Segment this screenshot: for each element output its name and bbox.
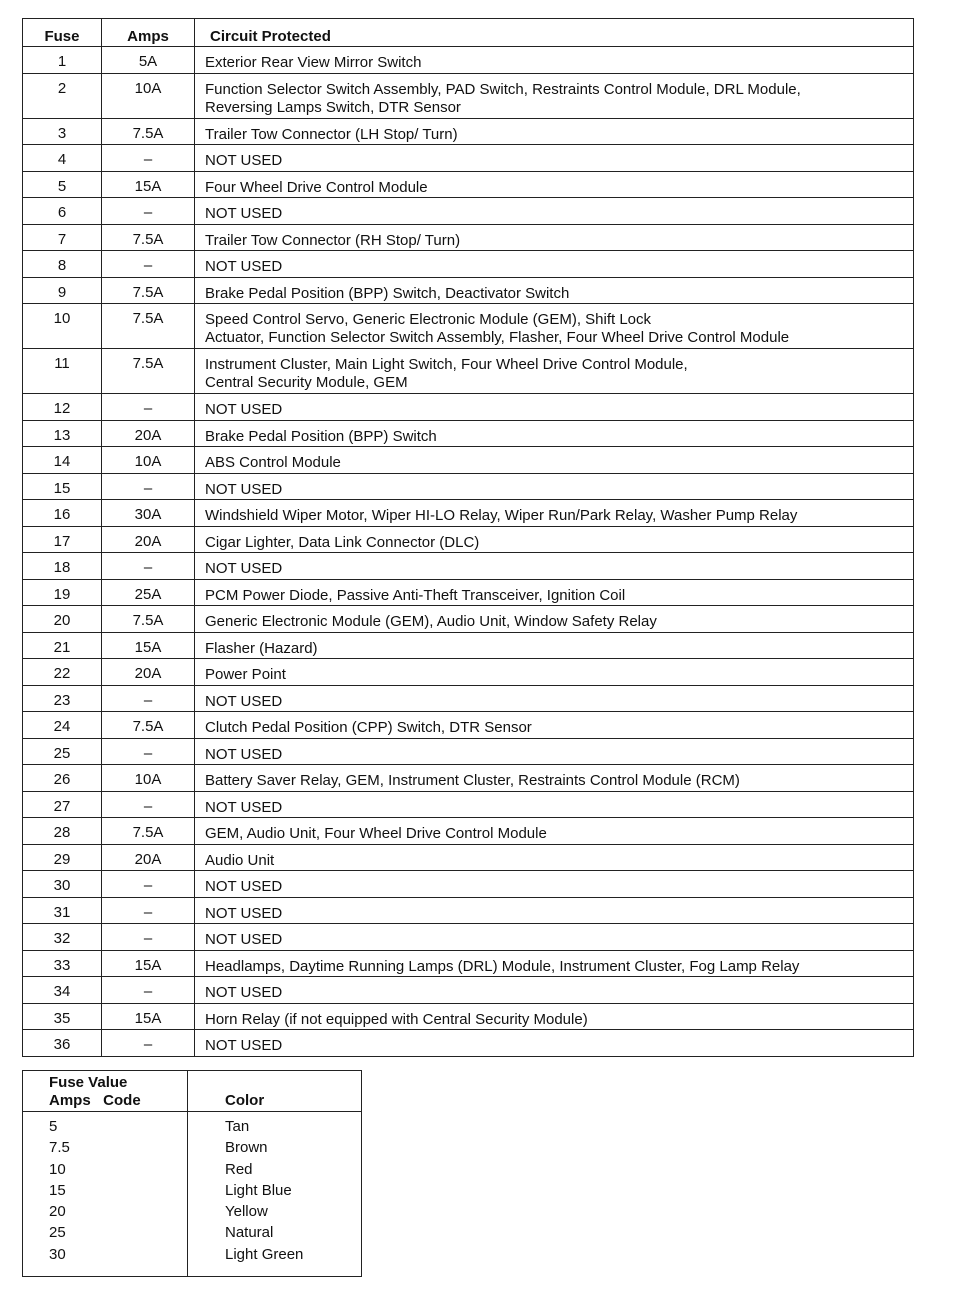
fuse-number: 11 [23, 349, 102, 394]
legend-row [23, 1224, 361, 1245]
legend-amps: 5 [49, 1118, 58, 1135]
fuse-amps: 15A [102, 171, 195, 198]
fuse-row [23, 473, 914, 500]
legend-color: Yellow [225, 1203, 268, 1221]
fuse-number: 7 [23, 224, 102, 251]
fuse-circuit: NOT USED [195, 145, 914, 172]
fuse-row [23, 632, 914, 659]
fuse-amps: 7.5A [102, 606, 195, 633]
fuse-row [23, 897, 914, 924]
fuse-number: 8 [23, 251, 102, 278]
fuse-circuit: NOT USED [195, 977, 914, 1004]
fuse-circuit: NOT USED [195, 251, 914, 278]
fuse-amps: – [102, 924, 195, 951]
fuse-number: 25 [23, 738, 102, 765]
legend-row [23, 1161, 361, 1182]
fuse-number: 16 [23, 500, 102, 527]
legend-color: Light Green [225, 1245, 304, 1263]
fuse-number: 4 [23, 145, 102, 172]
legend-header-amps-code: Amps Code [49, 1092, 141, 1109]
fuse-circuit: Instrument Cluster, Main Light Switch, Four Wheel Drive Control Module, Central Security Module, GEM [195, 349, 914, 394]
fuse-amps: 7.5A [102, 712, 195, 739]
fuse-amps: – [102, 394, 195, 421]
fuse-circuit: NOT USED [195, 738, 914, 765]
fuse-number: 26 [23, 765, 102, 792]
fuse-row [23, 198, 914, 225]
fuse-circuit: Horn Relay (if not equipped with Central Security Module) [195, 1003, 914, 1030]
fuse-row [23, 553, 914, 580]
fuse-column-header: Fuse [23, 19, 102, 47]
fuse-number: 21 [23, 632, 102, 659]
fuse-row [23, 871, 914, 898]
fuse-circuit: Windshield Wiper Motor, Wiper HI-LO Relay, Wiper Run/Park Relay, Washer Pump Relay [195, 500, 914, 527]
fuse-amps: – [102, 473, 195, 500]
fuse-amps: – [102, 977, 195, 1004]
fuse-number: 1 [23, 47, 102, 74]
fuse-amps: 7.5A [102, 224, 195, 251]
fuse-amps: 10A [102, 447, 195, 474]
legend-row [23, 1139, 361, 1160]
fuse-circuit: NOT USED [195, 1030, 914, 1057]
fuse-number: 27 [23, 791, 102, 818]
fuse-circuit: GEM, Audio Unit, Four Wheel Drive Control Module [195, 818, 914, 845]
fuse-number: 23 [23, 685, 102, 712]
fuse-number: 6 [23, 198, 102, 225]
fuse-circuit: NOT USED [195, 924, 914, 951]
fuse-amps: 20A [102, 659, 195, 686]
fuse-number: 32 [23, 924, 102, 951]
fuse-amps: 15A [102, 1003, 195, 1030]
fuse-row [23, 420, 914, 447]
fuse-number: 2 [23, 73, 102, 118]
legend-color: Light Blue [225, 1181, 292, 1199]
fuse-number: 34 [23, 977, 102, 1004]
fuse-circuit: Trailer Tow Connector (RH Stop/ Turn) [195, 224, 914, 251]
fuse-number: 24 [23, 712, 102, 739]
fuse-amps: 7.5A [102, 304, 195, 349]
fuse-amps: 25A [102, 579, 195, 606]
fuse-row [23, 73, 914, 118]
legend-row [23, 1118, 361, 1139]
fuse-amps: – [102, 871, 195, 898]
legend-row [23, 1182, 361, 1203]
fuse-number: 17 [23, 526, 102, 553]
fuse-circuit: Function Selector Switch Assembly, PAD Switch, Restraints Control Module, DRL Module, Reversing Lamps Switch, DTR Sensor [195, 73, 914, 118]
fuse-row [23, 526, 914, 553]
fuse-number: 28 [23, 818, 102, 845]
fuse-row [23, 791, 914, 818]
fuse-row [23, 447, 914, 474]
fuse-row [23, 950, 914, 977]
fuse-circuit: Battery Saver Relay, GEM, Instrument Cluster, Restraints Control Module (RCM) [195, 765, 914, 792]
legend-color: Red [225, 1160, 253, 1178]
fuse-row [23, 659, 914, 686]
fuse-number: 29 [23, 844, 102, 871]
legend-rows [23, 1118, 361, 1267]
fuse-row [23, 349, 914, 394]
fuse-amps: 7.5A [102, 118, 195, 145]
legend-color: Brown [225, 1139, 268, 1157]
fuse-number: 3 [23, 118, 102, 145]
fuse-amps: – [102, 251, 195, 278]
legend-color: Tan [225, 1118, 250, 1135]
fuse-number: 9 [23, 277, 102, 304]
legend-row [23, 1246, 361, 1267]
fuse-amps: 20A [102, 420, 195, 447]
fuse-number: 12 [23, 394, 102, 421]
legend-divider-horizontal [23, 1111, 361, 1112]
fuse-amps: 20A [102, 844, 195, 871]
fuse-row [23, 145, 914, 172]
fuse-row [23, 118, 914, 145]
fuse-number: 18 [23, 553, 102, 580]
legend-color: Natural [225, 1224, 274, 1242]
fuse-row [23, 304, 914, 349]
fuse-amps: 7.5A [102, 277, 195, 304]
fuse-number: 36 [23, 1030, 102, 1057]
fuse-circuit: Speed Control Servo, Generic Electronic Module (GEM), Shift Lock Actuator, Function Selector Switch Assembly, Flasher, Four Wheel Drive Control Module [195, 304, 914, 349]
fuse-circuit: Generic Electronic Module (GEM), Audio Unit, Window Safety Relay [195, 606, 914, 633]
fuse-row [23, 47, 914, 74]
fuse-row [23, 685, 914, 712]
fuse-circuit: NOT USED [195, 553, 914, 580]
fuse-number: 14 [23, 447, 102, 474]
fuse-row [23, 738, 914, 765]
fuse-row [23, 1003, 914, 1030]
fuse-row [23, 277, 914, 304]
fuse-circuit: Trailer Tow Connector (LH Stop/ Turn) [195, 118, 914, 145]
fuse-amps: 30A [102, 500, 195, 527]
fuse-amps: – [102, 553, 195, 580]
fuse-amps: – [102, 1030, 195, 1057]
fuse-amps: 10A [102, 765, 195, 792]
fuse-circuit: Brake Pedal Position (BPP) Switch [195, 420, 914, 447]
fuse-row [23, 844, 914, 871]
fuse-row [23, 171, 914, 198]
fuse-amps: – [102, 738, 195, 765]
fuse-color-legend [22, 1070, 362, 1277]
fuse-row [23, 579, 914, 606]
legend-amps: 10 [49, 1160, 66, 1178]
circuit-column-header: Circuit Protected [195, 19, 914, 47]
legend-header-color: Color [225, 1092, 265, 1109]
fuse-row [23, 977, 914, 1004]
fuse-number: 19 [23, 579, 102, 606]
fuse-row [23, 606, 914, 633]
fuse-row [23, 765, 914, 792]
fuse-amps: 10A [102, 73, 195, 118]
fuse-circuit: Exterior Rear View Mirror Switch [195, 47, 914, 74]
fuse-row [23, 394, 914, 421]
fuse-number: 5 [23, 171, 102, 198]
fuse-circuit: NOT USED [195, 473, 914, 500]
legend-amps: 15 [49, 1181, 66, 1199]
fuse-circuit: ABS Control Module [195, 447, 914, 474]
fuse-circuit: Clutch Pedal Position (CPP) Switch, DTR Sensor [195, 712, 914, 739]
fuse-amps: 15A [102, 632, 195, 659]
fuse-circuit: Four Wheel Drive Control Module [195, 171, 914, 198]
fuse-number: 13 [23, 420, 102, 447]
fuse-amps: 7.5A [102, 349, 195, 394]
legend-amps: 25 [49, 1224, 66, 1242]
fuse-circuit: NOT USED [195, 871, 914, 898]
fuse-circuit: NOT USED [195, 897, 914, 924]
legend-header-fuse-value: Fuse Value [49, 1074, 128, 1091]
fuse-amps: 20A [102, 526, 195, 553]
fuse-number: 20 [23, 606, 102, 633]
legend-amps: 20 [49, 1203, 66, 1221]
fuse-circuit: Cigar Lighter, Data Link Connector (DLC) [195, 526, 914, 553]
fuse-amps: – [102, 685, 195, 712]
legend-row [23, 1203, 361, 1224]
fuse-row [23, 224, 914, 251]
fuse-amps: – [102, 145, 195, 172]
amps-column-header: Amps [102, 19, 195, 47]
fuse-amps: 5A [102, 47, 195, 74]
fuse-number: 15 [23, 473, 102, 500]
fuse-circuit: NOT USED [195, 198, 914, 225]
fuse-number: 35 [23, 1003, 102, 1030]
fuse-row [23, 924, 914, 951]
fuse-row [23, 500, 914, 527]
fuse-number: 22 [23, 659, 102, 686]
fuse-circuit: PCM Power Diode, Passive Anti-Theft Transceiver, Ignition Coil [195, 579, 914, 606]
fuse-row [23, 251, 914, 278]
fuse-amps: – [102, 791, 195, 818]
fuse-number: 10 [23, 304, 102, 349]
fuse-circuit: Flasher (Hazard) [195, 632, 914, 659]
fuse-circuit: NOT USED [195, 791, 914, 818]
fuse-table [22, 18, 914, 1057]
fuse-amps: 15A [102, 950, 195, 977]
fuse-row [23, 818, 914, 845]
fuse-row [23, 1030, 914, 1057]
fuse-amps: – [102, 198, 195, 225]
legend-amps: 7.5 [49, 1139, 70, 1157]
fuse-circuit: NOT USED [195, 685, 914, 712]
fuse-circuit: Brake Pedal Position (BPP) Switch, Deactivator Switch [195, 277, 914, 304]
fuse-amps: – [102, 897, 195, 924]
fuse-amps: 7.5A [102, 818, 195, 845]
fuse-circuit: NOT USED [195, 394, 914, 421]
fuse-number: 33 [23, 950, 102, 977]
fuse-number: 31 [23, 897, 102, 924]
fuse-circuit: Power Point [195, 659, 914, 686]
fuse-number: 30 [23, 871, 102, 898]
fuse-circuit: Headlamps, Daytime Running Lamps (DRL) Module, Instrument Cluster, Fog Lamp Relay [195, 950, 914, 977]
fuse-table-header [23, 19, 914, 47]
legend-amps: 30 [49, 1245, 66, 1263]
fuse-circuit: Audio Unit [195, 844, 914, 871]
fuse-row [23, 712, 914, 739]
